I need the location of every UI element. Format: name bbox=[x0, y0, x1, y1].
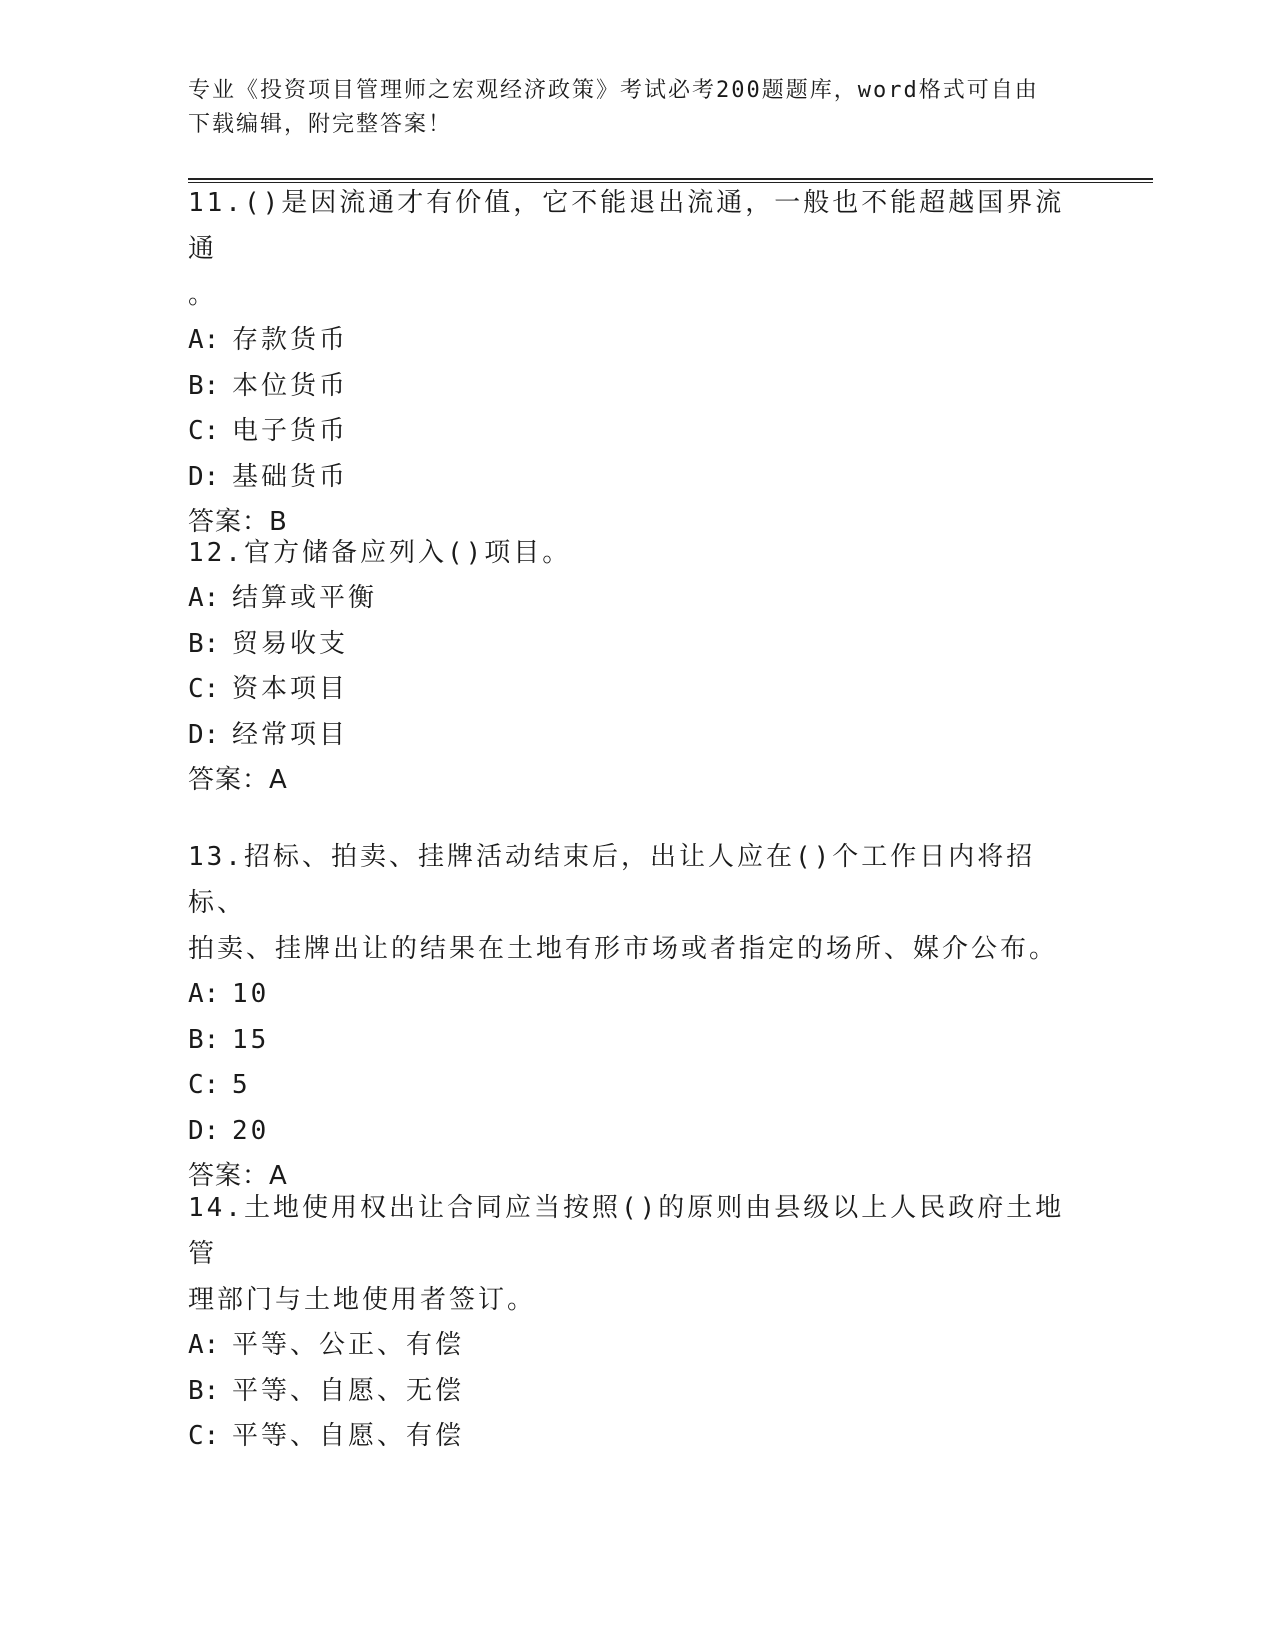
option-b bbox=[188, 622, 1088, 668]
option-b bbox=[188, 364, 1088, 410]
option-key: C: bbox=[188, 1421, 220, 1451]
question-13 bbox=[188, 834, 1088, 1200]
option-text: 基础货币 bbox=[232, 461, 349, 492]
option-key: D: bbox=[188, 719, 220, 750]
answer-line: 答案：A bbox=[188, 765, 288, 795]
option-text: 存款货币 bbox=[232, 325, 349, 355]
option-text: 结算或平衡 bbox=[232, 583, 378, 613]
option-key: B: bbox=[188, 628, 220, 659]
stem-line: 拍卖、挂牌出让的结果在土地有形市场或者指定的场所、媒介公布。 bbox=[188, 934, 1059, 964]
option-a bbox=[188, 576, 1088, 622]
option-text: 5 bbox=[232, 1070, 251, 1100]
question-stem bbox=[188, 1185, 1088, 1323]
option-key: B: bbox=[188, 370, 220, 401]
option-text: 经常项目 bbox=[232, 719, 349, 750]
option-key: B: bbox=[188, 1024, 220, 1055]
question-stem bbox=[188, 180, 1088, 318]
stem-line: 理部门与土地使用者签订。 bbox=[188, 1285, 537, 1315]
option-text: 本位货币 bbox=[232, 370, 349, 401]
stem-line: 11.()是因流通才有价值，它不能退出流通，一般也不能超越国界流通 bbox=[188, 188, 1065, 264]
option-key: A: bbox=[188, 979, 220, 1009]
option-key: A: bbox=[188, 325, 220, 355]
option-key: D: bbox=[188, 1115, 220, 1146]
stem-line: 14.土地使用权出让合同应当按照()的原则由县级以上人民政府土地管 bbox=[188, 1193, 1065, 1269]
option-b bbox=[188, 1018, 1088, 1064]
stem-line: 。 bbox=[188, 280, 218, 310]
option-text: 平等、公正、有偿 bbox=[232, 1330, 465, 1360]
option-c bbox=[188, 1063, 1088, 1109]
question-14 bbox=[188, 1185, 1088, 1460]
option-c bbox=[188, 667, 1088, 713]
option-key: C: bbox=[188, 674, 220, 704]
header-line-2: 下载编辑，附完整答案！ bbox=[188, 112, 453, 137]
option-key: D: bbox=[188, 461, 220, 492]
option-key: C: bbox=[188, 1070, 220, 1100]
header-line-1: 专业《投资项目管理师之宏观经济政策》考试必考200题题库，word格式可自由 bbox=[188, 78, 1039, 103]
stem-line: 12.官方储备应列入()项目。 bbox=[188, 538, 572, 568]
option-d bbox=[188, 455, 1088, 501]
option-text: 平等、自愿、有偿 bbox=[232, 1421, 465, 1451]
option-key: A: bbox=[188, 1330, 220, 1360]
option-text: 资本项目 bbox=[232, 674, 349, 704]
option-a bbox=[188, 972, 1088, 1018]
option-key: A: bbox=[188, 583, 220, 613]
answer-line: 答案：A bbox=[188, 1161, 288, 1191]
option-c bbox=[188, 1414, 1088, 1460]
option-text: 电子货币 bbox=[232, 416, 349, 446]
document-header bbox=[188, 74, 1088, 142]
question-11 bbox=[188, 180, 1088, 546]
option-text: 贸易收支 bbox=[232, 628, 349, 659]
answer-line: 答案：B bbox=[188, 507, 288, 537]
option-text: 20 bbox=[232, 1115, 270, 1146]
option-text: 10 bbox=[232, 979, 270, 1009]
question-stem bbox=[188, 530, 1088, 576]
option-text: 平等、自愿、无偿 bbox=[232, 1375, 465, 1406]
option-c bbox=[188, 409, 1088, 455]
question-12 bbox=[188, 530, 1088, 804]
option-a bbox=[188, 318, 1088, 364]
option-a bbox=[188, 1323, 1088, 1369]
question-stem bbox=[188, 834, 1088, 972]
option-key: C: bbox=[188, 416, 220, 446]
stem-line: 13.招标、拍卖、挂牌活动结束后，出让人应在()个工作日内将招标、 bbox=[188, 842, 1036, 918]
option-key: B: bbox=[188, 1375, 220, 1406]
option-b bbox=[188, 1369, 1088, 1415]
option-d bbox=[188, 713, 1088, 759]
option-text: 15 bbox=[232, 1024, 270, 1055]
option-d bbox=[188, 1109, 1088, 1155]
